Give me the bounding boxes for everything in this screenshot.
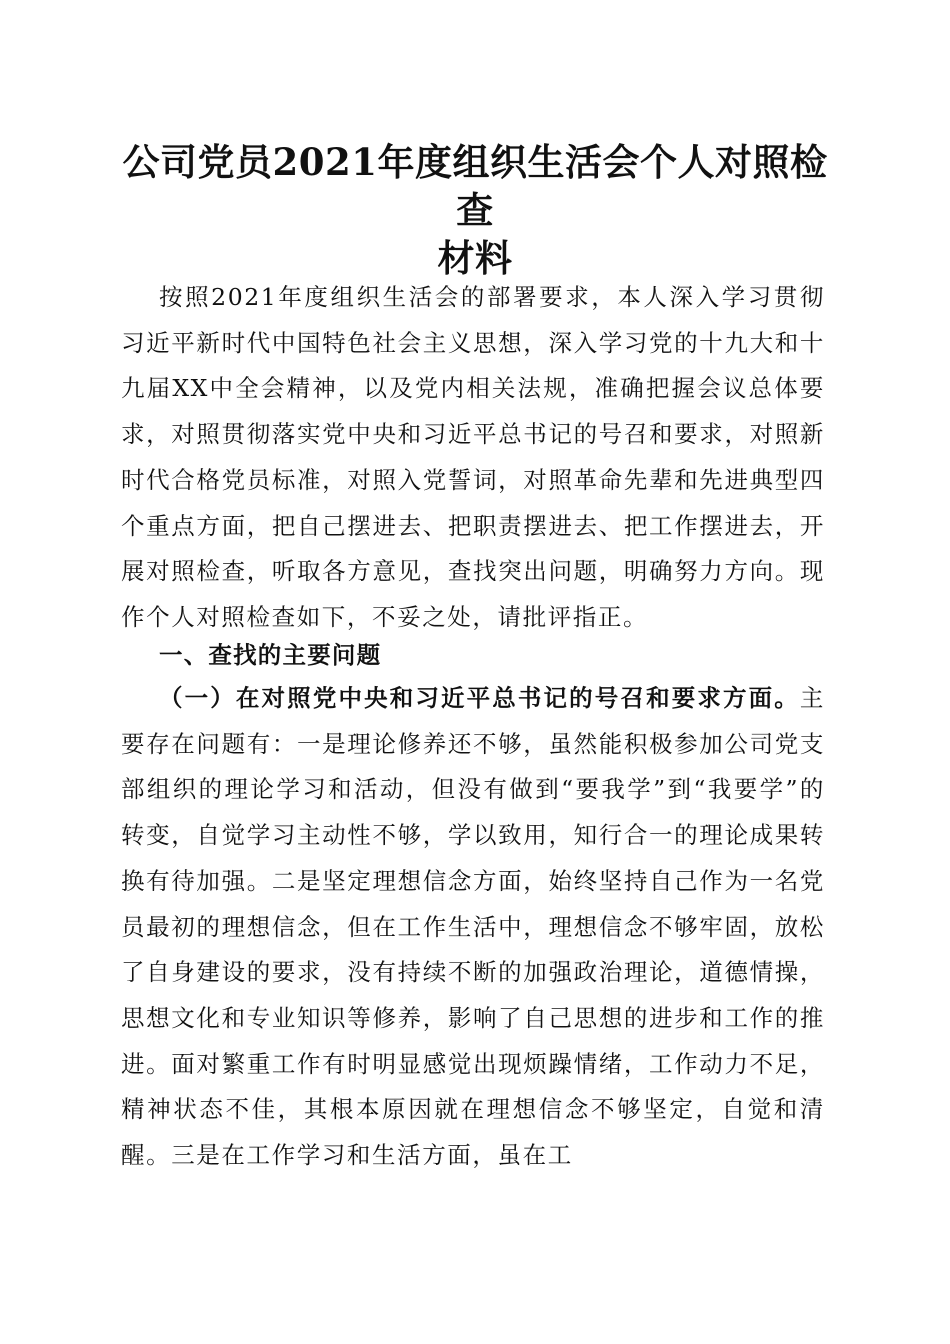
section-heading-main-problems: 一、查找的主要问题 [159, 641, 382, 669]
subsection-paragraph-1 [121, 676, 825, 1179]
title-line-2: 材料 [437, 236, 513, 280]
intro-paragraph: 按照2021年度组织生活会的部署要求，本人深入学习贯彻习近平新时代中国特色社会主义思想，深入学习党的十九大和十九届XX中全会精神，以及党内相关法规，准确把握会议总体要求，对照贯彻落实党中央和习近平总书记的号召和要求，对照新时代合格党员标准，对照入党誓词，对照革命先辈和先进典型四个重点方面，把自己摆进去、把职责摆进去、把工作摆进去，开展对照检查，听取各方意见，查找突出问题，明确努力方向。现作个人对照检查如下，不妥之处，请批评指正。 [121, 283, 825, 631]
title-line-1: 公司党员2021年度组织生活会个人对照检查 [122, 140, 828, 232]
subsection-heading-1: （一）在对照党中央和习近平总书记的号召和要求方面。 [159, 684, 800, 712]
document-title [110, 138, 840, 282]
subsection-body-1: 主要存在问题有：一是理论修养还不够，虽然能积极参加公司党支部组织的理论学习和活动，但没有做到“要我学”到“我要学”的转变，自觉学习主动性不够，学以致用，知行合一的理论成果转换有待加强。二是坚定理想信念方面，始终坚持自己作为一名党员最初的理想信念，但在工作生活中，理想信念不够牢固，放松了自身建设的要求，没有持续不断的加强政治理论，道德情操，思想文化和专业知识等修养，影响了自己思想的进步和工作的推进。面对繁重工作有时明显感觉出现烦躁情绪，工作动力不足，精神状态不佳，其根本原因就在理想信念不够坚定，自觉和清醒。三是在工作学习和生活方面，虽在工 [121, 684, 825, 1170]
